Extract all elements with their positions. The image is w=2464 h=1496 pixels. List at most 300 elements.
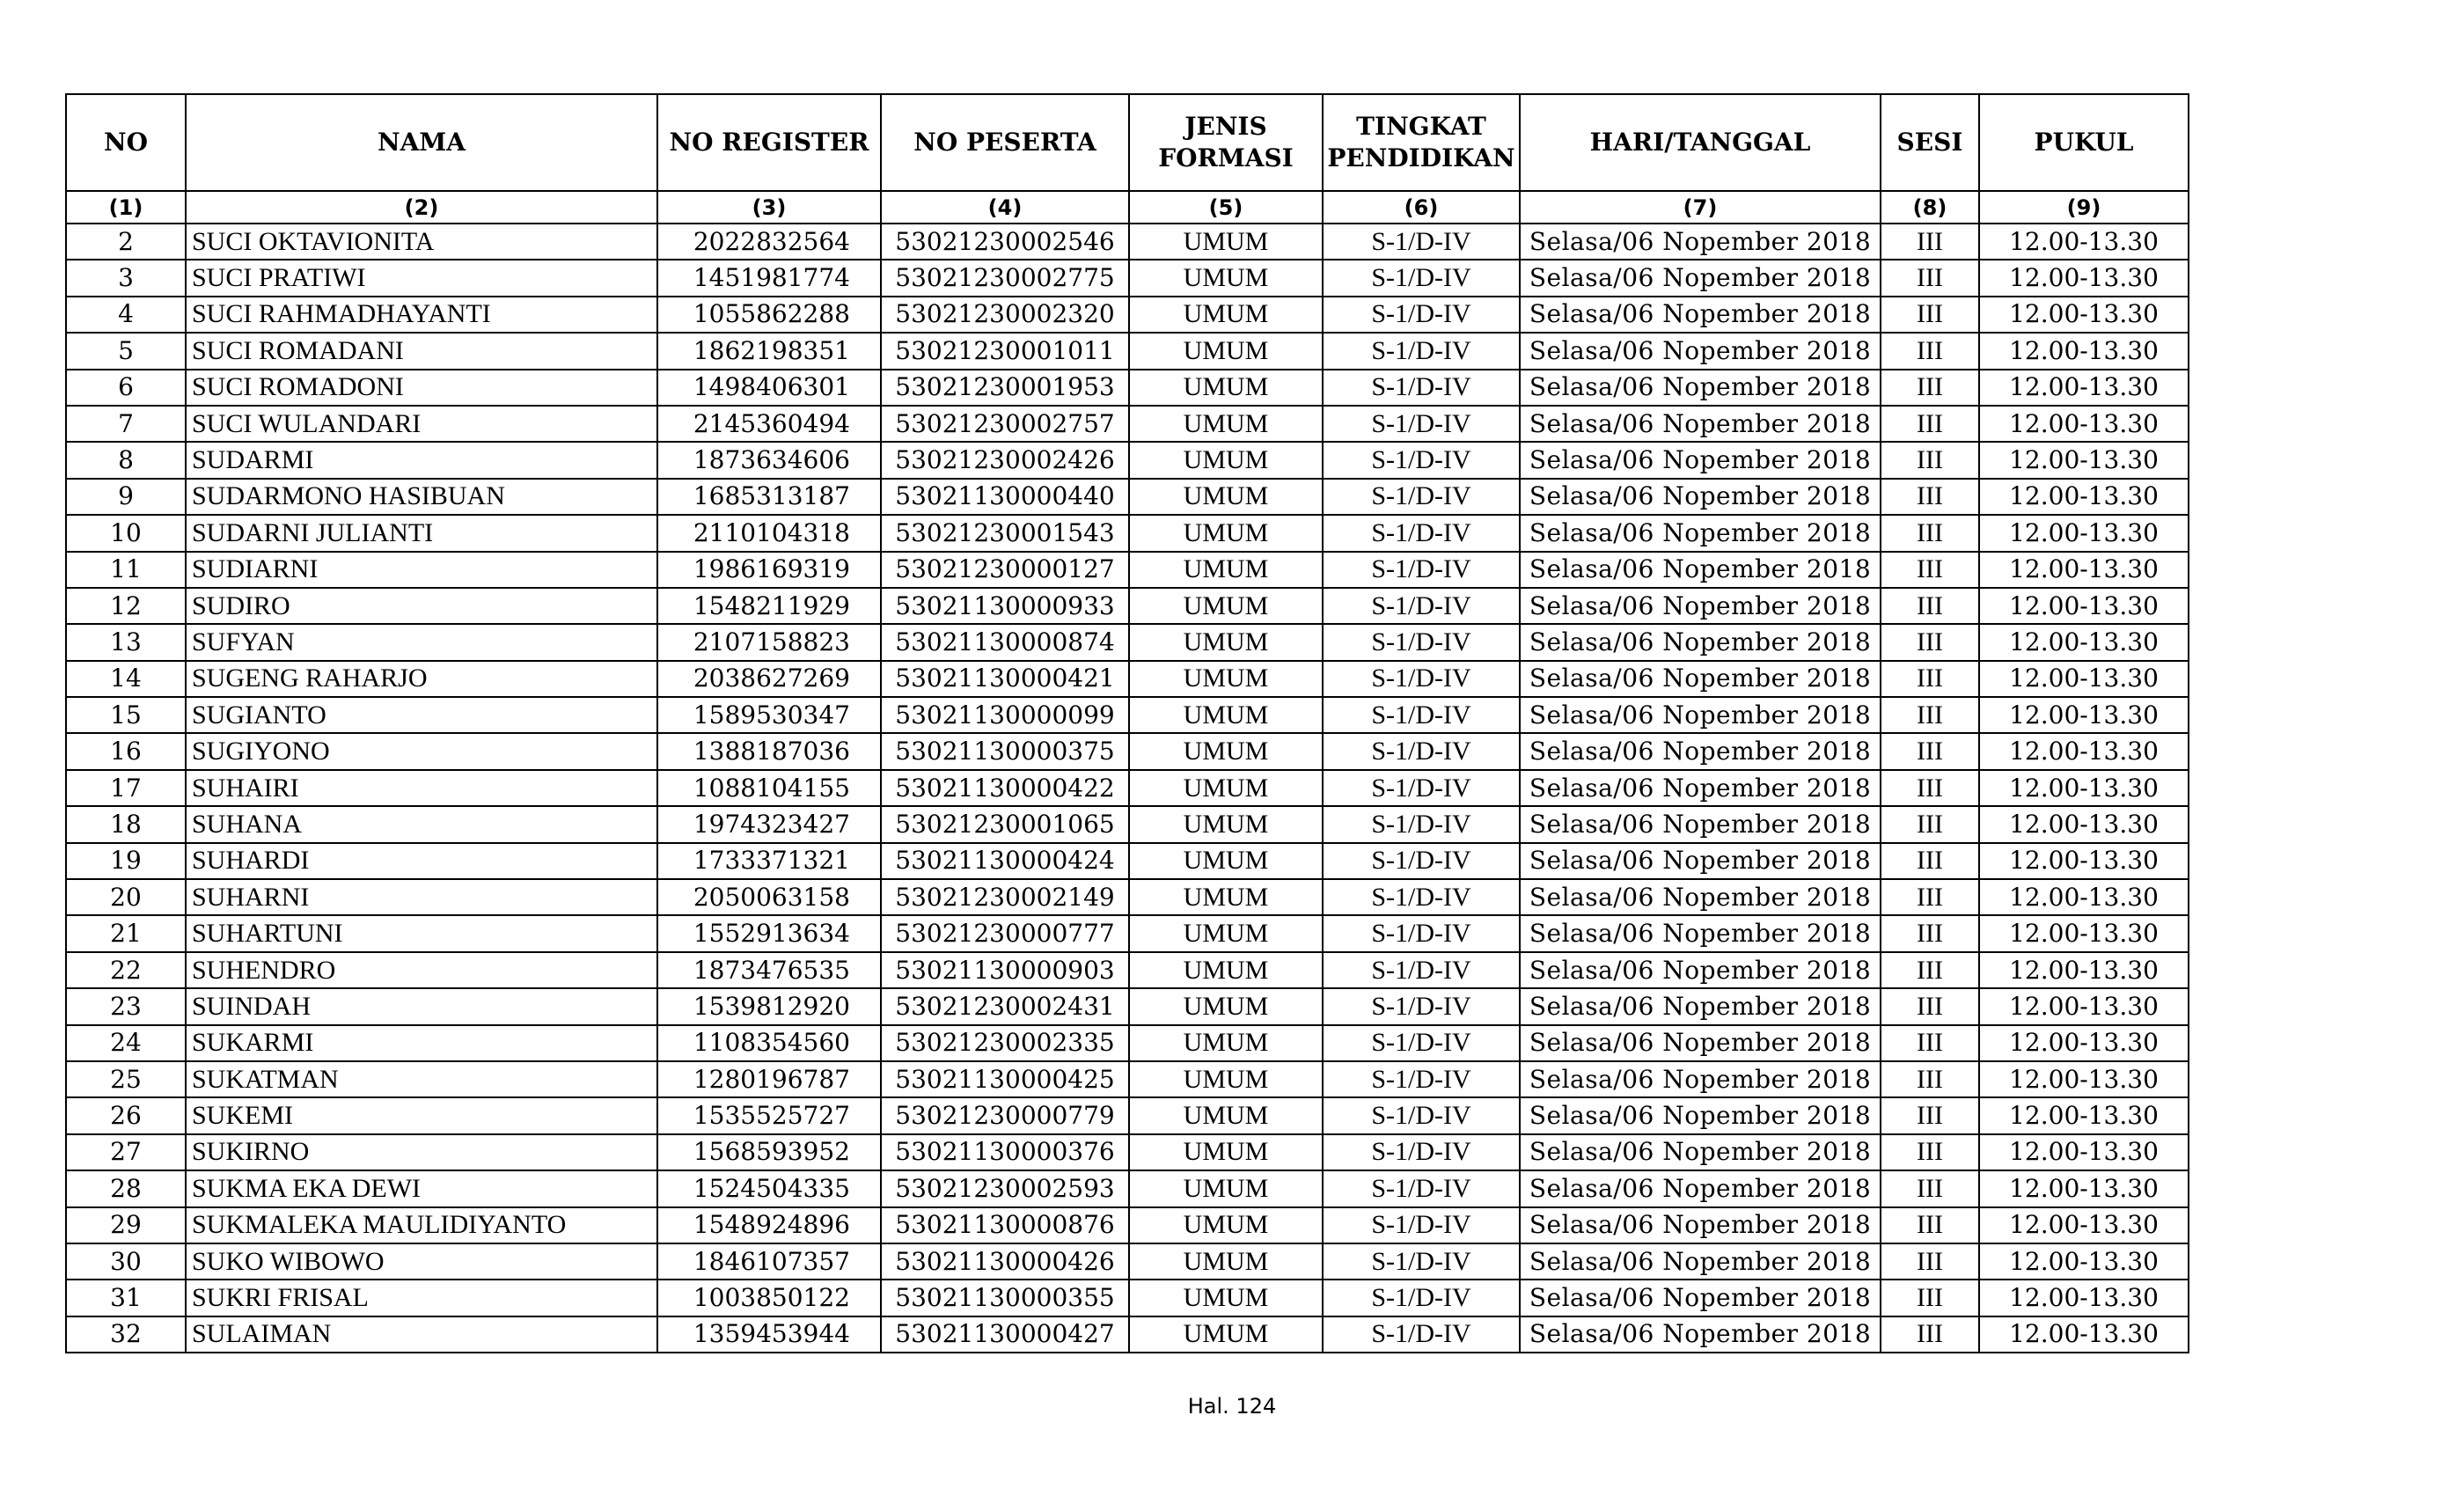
cell-nama: SUKMA EKA DEWI [186, 1170, 657, 1206]
cell-nama: SUKIRNO [186, 1134, 657, 1170]
cell-sesi: III [1881, 843, 1979, 879]
cell-pukul: 12.00-13.30 [1979, 770, 2189, 806]
cell-no-register: 1974323427 [657, 806, 881, 842]
cell-nama: SUKMALEKA MAULIDIYANTO [186, 1207, 657, 1243]
cell-no-register: 1359453944 [657, 1316, 881, 1353]
cell-hari-tanggal: Selasa/06 Nopember 2018 [1520, 333, 1881, 369]
table-row [66, 770, 2189, 806]
cell-pukul: 12.00-13.30 [1979, 697, 2189, 733]
table-row [66, 843, 2189, 879]
cell-jenis-formasi: UMUM [1129, 661, 1323, 697]
cell-jenis-formasi: UMUM [1129, 1025, 1323, 1061]
cell-hari-tanggal: Selasa/06 Nopember 2018 [1520, 661, 1881, 697]
cell-jenis-formasi: UMUM [1129, 479, 1323, 515]
cell-no-register: 1568593952 [657, 1134, 881, 1170]
table-row [66, 515, 2189, 551]
cell-tingkat-pendidikan: S-1/D-IV [1323, 988, 1520, 1024]
cell-no-peserta: 53021230001953 [881, 370, 1129, 406]
cell-sesi: III [1881, 661, 1979, 697]
cell-no: 30 [66, 1243, 186, 1280]
cell-no-register: 2110104318 [657, 515, 881, 551]
cell-pukul: 12.00-13.30 [1979, 552, 2189, 588]
cell-no-register: 2145360494 [657, 406, 881, 442]
cell-nama: SUDARMONO HASIBUAN [186, 479, 657, 515]
cell-tingkat-pendidikan: S-1/D-IV [1323, 952, 1520, 988]
cell-jenis-formasi: UMUM [1129, 1061, 1323, 1097]
cell-sesi: III [1881, 224, 1979, 260]
column-number: (2) [186, 191, 657, 224]
cell-hari-tanggal: Selasa/06 Nopember 2018 [1520, 370, 1881, 406]
cell-tingkat-pendidikan: S-1/D-IV [1323, 879, 1520, 915]
cell-nama: SUHAIRI [186, 770, 657, 806]
cell-no-peserta: 53021230000779 [881, 1097, 1129, 1133]
cell-pukul: 12.00-13.30 [1979, 733, 2189, 769]
table-row [66, 697, 2189, 733]
cell-hari-tanggal: Selasa/06 Nopember 2018 [1520, 624, 1881, 660]
cell-no: 15 [66, 697, 186, 733]
column-number-row [66, 191, 2189, 224]
cell-sesi: III [1881, 624, 1979, 660]
table-row [66, 1134, 2189, 1170]
cell-pukul: 12.00-13.30 [1979, 333, 2189, 369]
cell-sesi: III [1881, 370, 1979, 406]
cell-no: 21 [66, 915, 186, 951]
cell-pukul: 12.00-13.30 [1979, 988, 2189, 1024]
cell-tingkat-pendidikan: S-1/D-IV [1323, 1061, 1520, 1097]
cell-tingkat-pendidikan: S-1/D-IV [1323, 1316, 1520, 1353]
column-header: PUKUL [1979, 94, 2189, 191]
cell-nama: SUCI PRATIWI [186, 260, 657, 296]
cell-nama: SUHANA [186, 806, 657, 842]
cell-hari-tanggal: Selasa/06 Nopember 2018 [1520, 479, 1881, 515]
column-number: (1) [66, 191, 186, 224]
cell-jenis-formasi: UMUM [1129, 624, 1323, 660]
cell-nama: SUKO WIBOWO [186, 1243, 657, 1280]
cell-pukul: 12.00-13.30 [1979, 297, 2189, 333]
cell-no: 28 [66, 1170, 186, 1206]
cell-hari-tanggal: Selasa/06 Nopember 2018 [1520, 1207, 1881, 1243]
cell-jenis-formasi: UMUM [1129, 333, 1323, 369]
table-row [66, 442, 2189, 478]
cell-hari-tanggal: Selasa/06 Nopember 2018 [1520, 1170, 1881, 1206]
cell-sesi: III [1881, 552, 1979, 588]
table-row [66, 1207, 2189, 1243]
cell-nama: SUCI WULANDARI [186, 406, 657, 442]
column-number: (8) [1881, 191, 1979, 224]
table-row [66, 915, 2189, 951]
cell-tingkat-pendidikan: S-1/D-IV [1323, 479, 1520, 515]
cell-pukul: 12.00-13.30 [1979, 1061, 2189, 1097]
cell-sesi: III [1881, 515, 1979, 551]
cell-no-peserta: 53021130000421 [881, 661, 1129, 697]
cell-pukul: 12.00-13.30 [1979, 260, 2189, 296]
cell-no: 2 [66, 224, 186, 260]
cell-no-register: 1986169319 [657, 552, 881, 588]
cell-no-peserta: 53021130000876 [881, 1207, 1129, 1243]
cell-no-peserta: 53021130000874 [881, 624, 1129, 660]
cell-jenis-formasi: UMUM [1129, 843, 1323, 879]
cell-sesi: III [1881, 806, 1979, 842]
cell-no-register: 1535525727 [657, 1097, 881, 1133]
cell-tingkat-pendidikan: S-1/D-IV [1323, 624, 1520, 660]
cell-sesi: III [1881, 406, 1979, 442]
participant-table [65, 93, 2189, 1353]
cell-pukul: 12.00-13.30 [1979, 806, 2189, 842]
cell-jenis-formasi: UMUM [1129, 552, 1323, 588]
cell-sesi: III [1881, 479, 1979, 515]
table-row [66, 224, 2189, 260]
cell-sesi: III [1881, 770, 1979, 806]
cell-no-peserta: 53021230002320 [881, 297, 1129, 333]
table-row [66, 1316, 2189, 1353]
cell-nama: SUINDAH [186, 988, 657, 1024]
table-row [66, 1170, 2189, 1206]
cell-hari-tanggal: Selasa/06 Nopember 2018 [1520, 806, 1881, 842]
cell-sesi: III [1881, 697, 1979, 733]
cell-jenis-formasi: UMUM [1129, 1170, 1323, 1206]
cell-pukul: 12.00-13.30 [1979, 1170, 2189, 1206]
cell-no-register: 1685313187 [657, 479, 881, 515]
cell-no-register: 1539812920 [657, 988, 881, 1024]
cell-no: 10 [66, 515, 186, 551]
cell-pukul: 12.00-13.30 [1979, 1280, 2189, 1316]
cell-no-register: 2022832564 [657, 224, 881, 260]
cell-hari-tanggal: Selasa/06 Nopember 2018 [1520, 442, 1881, 478]
cell-hari-tanggal: Selasa/06 Nopember 2018 [1520, 1097, 1881, 1133]
cell-sesi: III [1881, 588, 1979, 624]
table-row [66, 1061, 2189, 1097]
cell-jenis-formasi: UMUM [1129, 1207, 1323, 1243]
column-header: NAMA [186, 94, 657, 191]
cell-jenis-formasi: UMUM [1129, 1243, 1323, 1280]
table-row [66, 370, 2189, 406]
cell-no: 4 [66, 297, 186, 333]
cell-pukul: 12.00-13.30 [1979, 952, 2189, 988]
cell-pukul: 12.00-13.30 [1979, 442, 2189, 478]
cell-nama: SUDIRO [186, 588, 657, 624]
cell-no-register: 1548924896 [657, 1207, 881, 1243]
cell-no-peserta: 53021230002757 [881, 406, 1129, 442]
cell-no-register: 1003850122 [657, 1280, 881, 1316]
cell-no: 22 [66, 952, 186, 988]
cell-tingkat-pendidikan: S-1/D-IV [1323, 1097, 1520, 1133]
cell-hari-tanggal: Selasa/06 Nopember 2018 [1520, 1316, 1881, 1353]
table-row [66, 733, 2189, 769]
cell-no-register: 2107158823 [657, 624, 881, 660]
cell-sesi: III [1881, 988, 1979, 1024]
cell-hari-tanggal: Selasa/06 Nopember 2018 [1520, 1243, 1881, 1280]
cell-tingkat-pendidikan: S-1/D-IV [1323, 915, 1520, 951]
cell-sesi: III [1881, 442, 1979, 478]
cell-jenis-formasi: UMUM [1129, 297, 1323, 333]
cell-sesi: III [1881, 915, 1979, 951]
cell-jenis-formasi: UMUM [1129, 442, 1323, 478]
cell-no: 27 [66, 1134, 186, 1170]
table-row [66, 333, 2189, 369]
cell-hari-tanggal: Selasa/06 Nopember 2018 [1520, 843, 1881, 879]
cell-nama: SUKATMAN [186, 1061, 657, 1097]
cell-no-register: 1088104155 [657, 770, 881, 806]
cell-hari-tanggal: Selasa/06 Nopember 2018 [1520, 297, 1881, 333]
cell-no-peserta: 53021130000424 [881, 843, 1129, 879]
cell-sesi: III [1881, 879, 1979, 915]
cell-tingkat-pendidikan: S-1/D-IV [1323, 1025, 1520, 1061]
cell-nama: SUCI RAHMADHAYANTI [186, 297, 657, 333]
cell-no-peserta: 53021130000440 [881, 479, 1129, 515]
table-row [66, 952, 2189, 988]
cell-no-peserta: 53021130000933 [881, 588, 1129, 624]
table-row [66, 1280, 2189, 1316]
cell-nama: SUCI OKTAVIONITA [186, 224, 657, 260]
cell-no-peserta: 53021130000903 [881, 952, 1129, 988]
column-header: NO [66, 94, 186, 191]
cell-hari-tanggal: Selasa/06 Nopember 2018 [1520, 588, 1881, 624]
cell-pukul: 12.00-13.30 [1979, 370, 2189, 406]
page-number: Hal. 124 [1187, 1394, 1277, 1419]
cell-hari-tanggal: Selasa/06 Nopember 2018 [1520, 733, 1881, 769]
cell-jenis-formasi: UMUM [1129, 260, 1323, 296]
cell-no-peserta: 53021130000425 [881, 1061, 1129, 1097]
cell-no-peserta: 53021130000376 [881, 1134, 1129, 1170]
cell-jenis-formasi: UMUM [1129, 770, 1323, 806]
cell-sesi: III [1881, 1243, 1979, 1280]
cell-jenis-formasi: UMUM [1129, 370, 1323, 406]
cell-tingkat-pendidikan: S-1/D-IV [1323, 370, 1520, 406]
cell-no: 29 [66, 1207, 186, 1243]
cell-pukul: 12.00-13.30 [1979, 1134, 2189, 1170]
cell-pukul: 12.00-13.30 [1979, 1243, 2189, 1280]
table-row [66, 1097, 2189, 1133]
cell-tingkat-pendidikan: S-1/D-IV [1323, 260, 1520, 296]
table-row [66, 406, 2189, 442]
cell-no-peserta: 53021230002149 [881, 879, 1129, 915]
cell-pukul: 12.00-13.30 [1979, 479, 2189, 515]
table-row [66, 806, 2189, 842]
cell-pukul: 12.00-13.30 [1979, 1025, 2189, 1061]
cell-tingkat-pendidikan: S-1/D-IV [1323, 1243, 1520, 1280]
cell-tingkat-pendidikan: S-1/D-IV [1323, 297, 1520, 333]
cell-no-register: 1862198351 [657, 333, 881, 369]
cell-no: 9 [66, 479, 186, 515]
column-number: (7) [1520, 191, 1881, 224]
cell-nama: SUFYAN [186, 624, 657, 660]
cell-sesi: III [1881, 333, 1979, 369]
column-header: SESI [1881, 94, 1979, 191]
table-body [66, 224, 2189, 1353]
cell-nama: SUHENDRO [186, 952, 657, 988]
table-row [66, 479, 2189, 515]
cell-jenis-formasi: UMUM [1129, 733, 1323, 769]
cell-no-peserta: 53021130000375 [881, 733, 1129, 769]
cell-jenis-formasi: UMUM [1129, 915, 1323, 951]
column-number: (6) [1323, 191, 1520, 224]
cell-nama: SUCI ROMADANI [186, 333, 657, 369]
cell-nama: SUCI ROMADONI [186, 370, 657, 406]
column-header: NO PESERTA [881, 94, 1129, 191]
cell-no-register: 1451981774 [657, 260, 881, 296]
cell-jenis-formasi: UMUM [1129, 806, 1323, 842]
cell-nama: SUKARMI [186, 1025, 657, 1061]
column-number: (9) [1979, 191, 2189, 224]
cell-pukul: 12.00-13.30 [1979, 406, 2189, 442]
cell-jenis-formasi: UMUM [1129, 406, 1323, 442]
cell-no-peserta: 53021230002426 [881, 442, 1129, 478]
cell-no: 11 [66, 552, 186, 588]
cell-hari-tanggal: Selasa/06 Nopember 2018 [1520, 1280, 1881, 1316]
cell-no: 25 [66, 1061, 186, 1097]
cell-no: 14 [66, 661, 186, 697]
cell-no-peserta: 53021130000422 [881, 770, 1129, 806]
cell-nama: SUKEMI [186, 1097, 657, 1133]
cell-no-peserta: 53021230001065 [881, 806, 1129, 842]
cell-sesi: III [1881, 260, 1979, 296]
cell-no-peserta: 53021230002431 [881, 988, 1129, 1024]
cell-no-register: 1524504335 [657, 1170, 881, 1206]
cell-no-register: 1498406301 [657, 370, 881, 406]
cell-tingkat-pendidikan: S-1/D-IV [1323, 1207, 1520, 1243]
cell-pukul: 12.00-13.30 [1979, 624, 2189, 660]
cell-no-register: 1589530347 [657, 697, 881, 733]
cell-nama: SULAIMAN [186, 1316, 657, 1353]
table-row [66, 879, 2189, 915]
cell-nama: SUDIARNI [186, 552, 657, 588]
cell-pukul: 12.00-13.30 [1979, 1207, 2189, 1243]
cell-jenis-formasi: UMUM [1129, 952, 1323, 988]
cell-nama: SUHARDI [186, 843, 657, 879]
cell-pukul: 12.00-13.30 [1979, 915, 2189, 951]
cell-pukul: 12.00-13.30 [1979, 588, 2189, 624]
cell-no: 3 [66, 260, 186, 296]
cell-tingkat-pendidikan: S-1/D-IV [1323, 733, 1520, 769]
cell-tingkat-pendidikan: S-1/D-IV [1323, 552, 1520, 588]
cell-tingkat-pendidikan: S-1/D-IV [1323, 1280, 1520, 1316]
cell-no: 31 [66, 1280, 186, 1316]
cell-nama: SUGIANTO [186, 697, 657, 733]
cell-tingkat-pendidikan: S-1/D-IV [1323, 515, 1520, 551]
cell-hari-tanggal: Selasa/06 Nopember 2018 [1520, 224, 1881, 260]
cell-sesi: III [1881, 1025, 1979, 1061]
cell-sesi: III [1881, 1207, 1979, 1243]
cell-pukul: 12.00-13.30 [1979, 515, 2189, 551]
cell-nama: SUHARTUNI [186, 915, 657, 951]
cell-hari-tanggal: Selasa/06 Nopember 2018 [1520, 260, 1881, 296]
cell-pukul: 12.00-13.30 [1979, 1316, 2189, 1353]
column-header: TINGKAT PENDIDIKAN [1323, 94, 1520, 191]
cell-tingkat-pendidikan: S-1/D-IV [1323, 1134, 1520, 1170]
cell-no-register: 1733371321 [657, 843, 881, 879]
cell-no-peserta: 53021230002546 [881, 224, 1129, 260]
cell-jenis-formasi: UMUM [1129, 588, 1323, 624]
cell-no-peserta: 53021130000427 [881, 1316, 1129, 1353]
column-header: JENIS FORMASI [1129, 94, 1323, 191]
cell-hari-tanggal: Selasa/06 Nopember 2018 [1520, 515, 1881, 551]
cell-no-peserta: 53021230001543 [881, 515, 1129, 551]
cell-no: 19 [66, 843, 186, 879]
cell-jenis-formasi: UMUM [1129, 697, 1323, 733]
cell-hari-tanggal: Selasa/06 Nopember 2018 [1520, 952, 1881, 988]
cell-no: 12 [66, 588, 186, 624]
cell-no: 18 [66, 806, 186, 842]
column-number: (4) [881, 191, 1129, 224]
cell-hari-tanggal: Selasa/06 Nopember 2018 [1520, 1134, 1881, 1170]
cell-no-peserta: 53021230001011 [881, 333, 1129, 369]
cell-sesi: III [1881, 297, 1979, 333]
table-row [66, 260, 2189, 296]
cell-sesi: III [1881, 952, 1979, 988]
cell-no-register: 2038627269 [657, 661, 881, 697]
cell-nama: SUGIYONO [186, 733, 657, 769]
cell-tingkat-pendidikan: S-1/D-IV [1323, 843, 1520, 879]
cell-no: 6 [66, 370, 186, 406]
cell-no: 7 [66, 406, 186, 442]
cell-tingkat-pendidikan: S-1/D-IV [1323, 661, 1520, 697]
cell-no-register: 1108354560 [657, 1025, 881, 1061]
cell-hari-tanggal: Selasa/06 Nopember 2018 [1520, 1025, 1881, 1061]
cell-jenis-formasi: UMUM [1129, 988, 1323, 1024]
cell-hari-tanggal: Selasa/06 Nopember 2018 [1520, 915, 1881, 951]
cell-hari-tanggal: Selasa/06 Nopember 2018 [1520, 697, 1881, 733]
cell-no: 20 [66, 879, 186, 915]
cell-tingkat-pendidikan: S-1/D-IV [1323, 333, 1520, 369]
cell-no-register: 1055862288 [657, 297, 881, 333]
cell-no: 26 [66, 1097, 186, 1133]
cell-tingkat-pendidikan: S-1/D-IV [1323, 406, 1520, 442]
cell-sesi: III [1881, 1170, 1979, 1206]
table-row [66, 588, 2189, 624]
cell-no-peserta: 53021130000099 [881, 697, 1129, 733]
cell-sesi: III [1881, 733, 1979, 769]
cell-no: 32 [66, 1316, 186, 1353]
cell-no-peserta: 53021130000426 [881, 1243, 1129, 1280]
cell-jenis-formasi: UMUM [1129, 1316, 1323, 1353]
cell-no: 23 [66, 988, 186, 1024]
cell-hari-tanggal: Selasa/06 Nopember 2018 [1520, 552, 1881, 588]
table-row [66, 661, 2189, 697]
cell-sesi: III [1881, 1134, 1979, 1170]
table-row [66, 988, 2189, 1024]
cell-sesi: III [1881, 1316, 1979, 1353]
cell-sesi: III [1881, 1061, 1979, 1097]
table-row [66, 624, 2189, 660]
cell-tingkat-pendidikan: S-1/D-IV [1323, 770, 1520, 806]
cell-no-peserta: 53021230000777 [881, 915, 1129, 951]
cell-hari-tanggal: Selasa/06 Nopember 2018 [1520, 770, 1881, 806]
cell-tingkat-pendidikan: S-1/D-IV [1323, 806, 1520, 842]
cell-nama: SUGENG RAHARJO [186, 661, 657, 697]
cell-tingkat-pendidikan: S-1/D-IV [1323, 588, 1520, 624]
cell-pukul: 12.00-13.30 [1979, 843, 2189, 879]
cell-hari-tanggal: Selasa/06 Nopember 2018 [1520, 406, 1881, 442]
cell-nama: SUHARNI [186, 879, 657, 915]
cell-tingkat-pendidikan: S-1/D-IV [1323, 224, 1520, 260]
header-row [66, 94, 2189, 191]
table-row [66, 1025, 2189, 1061]
cell-pukul: 12.00-13.30 [1979, 224, 2189, 260]
column-number: (3) [657, 191, 881, 224]
cell-no-register: 1548211929 [657, 588, 881, 624]
cell-hari-tanggal: Selasa/06 Nopember 2018 [1520, 988, 1881, 1024]
column-header: NO REGISTER [657, 94, 881, 191]
cell-no: 8 [66, 442, 186, 478]
cell-jenis-formasi: UMUM [1129, 1097, 1323, 1133]
column-header: HARI/TANGGAL [1520, 94, 1881, 191]
table-row [66, 552, 2189, 588]
cell-no: 16 [66, 733, 186, 769]
cell-no-peserta: 53021230002335 [881, 1025, 1129, 1061]
cell-no-peserta: 53021230000127 [881, 552, 1129, 588]
cell-pukul: 12.00-13.30 [1979, 879, 2189, 915]
cell-no-register: 1388187036 [657, 733, 881, 769]
